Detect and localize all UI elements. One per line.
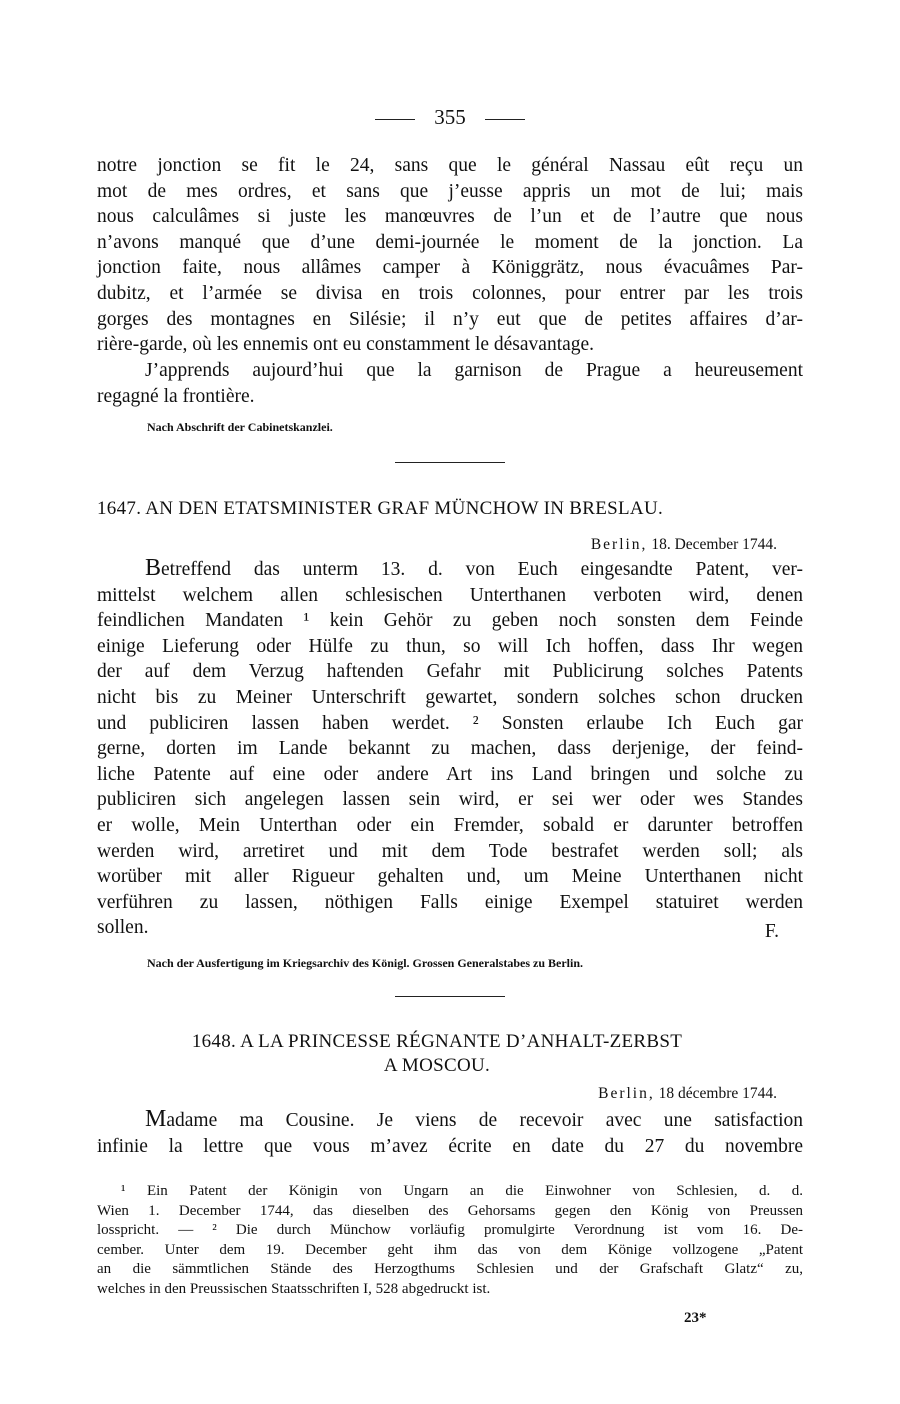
letter-title: AN DEN ETATSMINISTER GRAF MÜNCHOW IN BRESLAU. [145, 498, 664, 519]
text-line: er wolle, Mein Unterthan oder ein Fremder, sobald er darunter betroffen [97, 814, 803, 836]
text-line: verführen zu lassen, nöthigen Falls einige Exempel statuiret werden [97, 891, 803, 913]
drop-cap: B [145, 555, 162, 581]
letter-1647-heading [97, 498, 803, 520]
signature-initial: F. [764, 921, 779, 943]
text-line: mot de mes ordres, et sans que j’eusse appris un mot de lui; mais [97, 180, 803, 202]
paragraph-continuation [97, 153, 803, 358]
text-line: worüber mit aller Rigueur gehalten und, um Meine Unterthanen nicht [97, 866, 803, 888]
text-line: liche Patente auf eine oder andere Art ins Land bringen und solche zu [97, 763, 803, 785]
text-line: gerne, dorten im Lande bekannt zu machen, dass derjenige, der feind- [97, 738, 803, 760]
text-line: nous calculâmes si juste les manœuvres de l’un et de l’autre que nous [97, 206, 803, 228]
header-dash-right [485, 119, 525, 120]
text-line: Madame ma Cousine. Je viens de recevoir avec une satisfaction [145, 1106, 803, 1132]
text-line: n’avons manqué que d’une demi-journée le moment de la jonction. La [97, 231, 803, 253]
footnote-line: ¹ Ein Patent der Königin von Ungarn an die Einwohner von Schlesien, d. d. [121, 1183, 803, 1199]
letter-1648-heading [97, 1031, 777, 1077]
text-line: infinie la lettre que vous m’avez écrite en date du 27 du novembre [97, 1135, 803, 1157]
text-line: einige Lieferung oder Hülfe zu thun, so will Ich hoffen, dass Ihr wegen [97, 635, 803, 657]
dateline-place: Berlin, [598, 1085, 655, 1102]
header-dash-left [375, 119, 415, 120]
text-line: J’apprends aujourd’hui que la garnison de Prague a heureusement [145, 360, 803, 381]
section-divider [395, 462, 505, 463]
footnote-line: cember. Unter dem 19. December geht ihm das von dem Könige vollzogene „Patent [97, 1241, 803, 1258]
text-line: nicht bis zu Meiner Unterschrift gewartet, sondern solches schon drucken [97, 686, 803, 708]
text-line: publiciren sich angelegen lassen sein wird, er sei wer oder wes Standes [97, 789, 803, 811]
footnote-line: Wien 1. December 1744, das dieselben des Gehorsams gegen den König von Preussen [97, 1202, 803, 1219]
text-line: rière-garde, où les ennemis ont eu constamment le désavantage. [97, 334, 595, 356]
signature-mark: 23* [684, 1310, 707, 1326]
section-divider [395, 996, 505, 997]
text-line: und publiciren lassen haben werdet. ² Sonsten erlaube Ich Euch gar [97, 712, 803, 734]
paragraph-prague [97, 358, 803, 409]
letter-1647-body [97, 556, 803, 945]
text-line: sollen. F. [97, 915, 803, 941]
text-line: der auf dem Verzug haftenden Gefahr mit Publicirung solches Patents [97, 661, 803, 683]
text-line: jonction faite, nous allâmes camper à Königgrätz, nous évacuâmes Par- [97, 257, 803, 279]
footnote-line: an die sämmtlichen Stände des Herzogthums Schlesien und der Grafschaft Glatz“ zu, [97, 1261, 803, 1277]
text-line: feindlichen Mandaten ¹ kein Gehör zu geben noch sonsten dem Feinde [97, 610, 803, 632]
footnotes [97, 1182, 803, 1299]
text-line: mittelst welchem allen schlesischen Unterthanen verboten wird, denen [97, 584, 803, 606]
text-line: dubitz, et l’armée se divisa en trois colonnes, pour entrer par les trois [97, 282, 803, 304]
letter-number: 1647. [97, 498, 142, 519]
text-line: Betreffend das unterm 13. d. von Euch eingesandte Patent, ver- [145, 555, 803, 581]
text-line: werden wird, arretiret und mit dem Tode bestrafet werden soll; als [97, 840, 803, 862]
footnote-line: welches in den Preussischen Staatsschriften I, 528 abgedruckt ist. [97, 1280, 491, 1297]
text-line: notre jonction se fit le 24, sans que le général Nassau eût reçu un [97, 155, 803, 176]
letter-1647-dateline [97, 536, 777, 554]
drop-cap: M [145, 1106, 167, 1132]
letter-title-line2: A MOSCOU. [383, 1055, 491, 1076]
letter-1648-dateline [97, 1085, 777, 1103]
letter-1648-body [97, 1107, 803, 1159]
dateline-date: 18. December 1744. [651, 536, 777, 553]
footnote-line: losspricht. — ² Die durch Münchow vorläufig promulgirte Verordnung ist vom 16. De- [97, 1222, 803, 1238]
text-line: regagné la frontière. [97, 385, 255, 407]
source-note: Nach der Ausfertigung im Kriegsarchiv des Königl. Grossen Generalstabes zu Berlin. [147, 956, 583, 970]
dateline-place: Berlin, [590, 536, 648, 553]
dateline-date: 18 décembre 1744. [658, 1085, 777, 1102]
letter-number: 1648. [191, 1031, 237, 1052]
page-number: 355 [434, 105, 466, 129]
source-note: Nach Abschrift der Cabinetskanzlei. [147, 420, 333, 434]
letter-title: A LA PRINCESSE RÉGNANTE D’ANHALT-ZERBST [240, 1031, 683, 1052]
page-header [0, 105, 900, 130]
text-line: gorges des montagnes en Silésie; il n’y eut que de petites affaires d’ar- [97, 308, 803, 330]
